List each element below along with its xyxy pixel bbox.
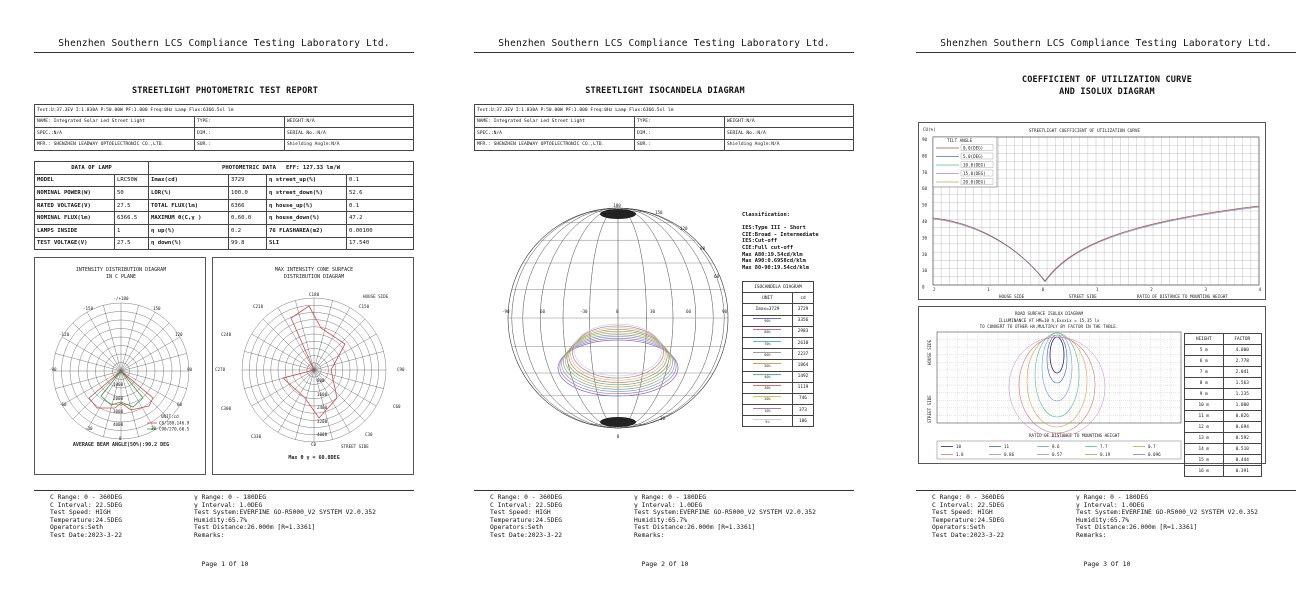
footer-gamma-range: γ Range: 0 - 180DEG: [194, 494, 267, 501]
shield-cell: Shielding Angle:N/A: [285, 139, 414, 151]
polar-left-label: 90: [187, 367, 193, 372]
street-side-label: STREET SIDE: [341, 444, 369, 449]
spec-cell: SPEC.:N/A: [35, 128, 195, 140]
height-factor-table: [1184, 333, 1262, 477]
footer-c-range: C Range: 0 - 360DEG: [50, 494, 123, 501]
polar-left-label: -30: [85, 426, 93, 431]
factor-row: 15 m 0.444: [1185, 455, 1262, 466]
cone-ring-label: 800: [317, 378, 325, 383]
polar-unit: UNIT:cd: [161, 414, 179, 419]
polar-left-label: 30: [151, 426, 157, 431]
iso-row-value: 3729: [792, 304, 813, 315]
polar-spoke: [314, 334, 376, 370]
isolux-legend-item: 0.096: [1148, 452, 1161, 457]
tilt-legend-item: 5.0(DEG): [963, 154, 984, 159]
cu-xtick: 1: [1095, 287, 1099, 292]
cu-ytick: 0: [922, 284, 925, 290]
cone-angle-label: C300: [221, 406, 232, 411]
isolux-legend-item: 0.19: [1100, 452, 1111, 457]
spec-cell: SPEC.:N/A: [475, 128, 635, 140]
cu-xtick: 3: [1204, 287, 1208, 292]
iso-angle-label: 30: [660, 416, 666, 421]
polar-spoke: [121, 323, 169, 371]
polar-spoke: [121, 312, 155, 371]
cu-ytick: 80: [922, 153, 928, 159]
iso-legend-row: 10% 373: [743, 405, 814, 416]
cu-title: STREETLIGHT COEFFICIENT OF UTILIZATION CURVE: [1029, 128, 1140, 133]
footer-gamma-interval: γ Interval: 1.0DEG: [194, 501, 263, 509]
page-title-2: AND ISOLUX DIAGRAM: [1059, 87, 1155, 97]
cu-xtick: 1: [987, 287, 990, 292]
classification-line: IES:Type III - Short: [742, 225, 806, 232]
lamp-info-table: [34, 104, 414, 151]
cu-xtick: 2: [933, 287, 936, 292]
cone-angle-label: C150: [359, 304, 370, 309]
serial-cell: SERIAL No.:N/A: [285, 128, 414, 140]
iso-angle-label: 90: [700, 246, 706, 251]
iso-legend-row: 80% 2983: [743, 326, 814, 337]
serial-cell: SERIAL No.:N/A: [725, 128, 854, 140]
cone-polar-svg: [213, 258, 415, 476]
polar-spoke: [87, 312, 121, 371]
cu-ytick: 40: [922, 219, 928, 224]
page-title-1: COEFFICIENT OF UTILIZATION CURVE: [1021, 75, 1193, 85]
polar-left-ring-label: 1000: [113, 382, 124, 387]
cone-angle-label: C0: [311, 442, 317, 447]
test-conditions-footer: C Range: 0 - 360DEG C Interval: 22.5DEG Test Speed: HIGH Temperature:24.5DEG Operators:Seth Test Date:2023-3-22 γ Range: 0 - 180DEG γ Interval: 1.0DEG Test System:EVERFINE GO-R5000_V2 SYSTEM V2.0.352 Humidity:65.7% Test Distance:26.000m [R=1.3361] Remarks:: [474, 490, 854, 494]
data-of-lamp-head: DATA OF LAMP: [35, 162, 149, 175]
polar-left-label: 60: [177, 402, 183, 407]
polar-spoke: [121, 353, 187, 371]
iso-angle-label: 120: [680, 226, 688, 231]
isolux-legend-item: 8.6: [1052, 444, 1060, 449]
iso-bottom-pole: [600, 417, 636, 427]
page-number: Page 3 Of 10: [1083, 560, 1131, 568]
cu-house-label: HOUSE SIDE: [999, 294, 1025, 299]
polar-spoke: [314, 308, 350, 370]
table-row: TEST VOLTAGE(V) 27.5 η down(%) 99.8 SLI 17.540: [35, 237, 414, 250]
tilt-legend-item: 20.0(DEG): [963, 179, 986, 185]
footer-distance: Test Distance:26.000m [R=1.3361]: [194, 524, 316, 532]
isolux-legend-item: 10: [956, 444, 962, 449]
cu-ytick: 60: [922, 186, 928, 192]
polar-spoke: [314, 370, 376, 406]
polar-spoke: [314, 300, 333, 370]
iso-legend-row: 40% 1492: [743, 371, 814, 382]
page-title: STREETLIGHT PHOTOMETRIC TEST REPORT: [131, 86, 319, 96]
sur-cell: SUR.:: [635, 139, 725, 151]
classification-line: CIE:Broad - Intermediate: [742, 231, 819, 238]
isocandela-legend-table: [742, 281, 814, 427]
polar-left-label: -120: [59, 332, 70, 337]
dim-cell: DIM.:: [635, 128, 725, 140]
footer-remarks: Remarks:: [194, 531, 225, 539]
dim-cell: DIM.:: [195, 128, 285, 140]
isolux-legend-item: 0.57: [1052, 452, 1063, 457]
cone-ring-label: 1600: [317, 392, 328, 397]
factor-row: 11 m 0.826: [1185, 411, 1262, 422]
iso-axis-tick: -30: [580, 309, 588, 314]
cu-ytick: 20: [922, 251, 928, 257]
cu-ytick: 90: [922, 137, 928, 142]
isolux-line2: ILLUMINANCE AT HM=10 h,ExxxLx = 15.35 lx: [998, 318, 1100, 323]
shield-cell: Shielding Angle:N/A: [725, 139, 854, 151]
cu-xlabel: RATIO OF DISTANCE TO MOUNTING HEIGHT: [1137, 294, 1228, 299]
test-conditions-footer: [34, 490, 414, 539]
polar-spoke: [278, 308, 314, 370]
tilt-legend-item: 10.0(DEG): [963, 162, 986, 168]
page-number: Page 2 Of 10: [641, 560, 689, 568]
report-page-2: [470, 0, 860, 590]
cu-ytick: 70: [922, 169, 928, 175]
lab-header: Shenzhen Southern LCS Compliance Testing Laboratory Ltd.: [916, 38, 1296, 53]
curve-c90-270: [101, 371, 143, 407]
table-row: NOMINAL FLUX(lm) 6366.5 MAXIMUM θ(C,γ ) 0,60.0 η house_down(%) 47.2: [35, 212, 414, 225]
polar-left-label: -90: [49, 367, 57, 372]
weight-cell: WEIGHT:N/A: [285, 116, 414, 128]
table-row: RATED VOLTAGE(V) 27.5 TOTAL FLUX(lm) 6366 η house_up(%) 0.1: [35, 199, 414, 212]
polar-left-label: 0: [119, 436, 122, 441]
iso-table-header: ISOCANDELA DIAGRAM: [743, 282, 814, 293]
cu-ytick: 10: [922, 268, 928, 274]
isolux-legend-item: 0.86: [1004, 452, 1015, 457]
factor-row: 6 m 2.778: [1185, 356, 1262, 367]
polar-left-label: 150: [153, 306, 161, 311]
cu-chart-svg: [919, 123, 1267, 301]
polar-left-title1: INTENSITY DISTRIBUTION DIAGRAM: [75, 267, 167, 273]
iso-axis-tick: 90: [722, 309, 728, 314]
polar-left-ring-label: 3000: [113, 409, 124, 414]
cone-angle-label: C60: [393, 404, 401, 409]
cu-ytick: 30: [922, 235, 928, 241]
factor-row: 16 m 0.391: [1185, 466, 1262, 477]
factor-row: 8 m 1.563: [1185, 378, 1262, 389]
iso-angle-label: 150: [655, 210, 663, 215]
polar-spoke: [244, 351, 314, 370]
footer-humidity: Humidity:65.7%: [194, 516, 248, 524]
report-page-1: [30, 0, 420, 590]
report-page-3: [912, 0, 1300, 590]
iso-legend-row: 60% 2237: [743, 349, 814, 360]
lamp-info-table: [474, 104, 854, 151]
polar-spoke: [121, 371, 155, 430]
polar-left-title2: IN C PLANE: [105, 274, 137, 280]
page-title: STREETLIGHT ISOCANDELA DIAGRAM: [585, 86, 745, 96]
iso-unit-head: UNIT: [743, 293, 793, 304]
cu-curve-chart: [918, 122, 1266, 300]
iso-legend-row: 30% 1119: [743, 382, 814, 393]
mfr-cell: MFR.: SHENZHEN LEADWAY OPTOELECTRONIC CO.,LTD.: [35, 139, 195, 151]
iso-axis-tick: 30: [650, 309, 656, 314]
footer-operator: Operators:Seth: [50, 524, 104, 532]
cone-angle-label: C330: [251, 434, 262, 439]
polar-left-label: 120: [175, 332, 183, 337]
polar-spoke: [121, 371, 169, 419]
classification-block: [742, 212, 819, 271]
isolux-house-side: HOUSE SIDE: [927, 339, 932, 365]
polar-left-ring-label: 4000: [113, 422, 124, 427]
sur-cell: SUR.:: [195, 139, 285, 151]
iso-axis-tick: 0: [616, 309, 619, 314]
polar-left-label: -150: [83, 306, 94, 311]
cu-street-label: STREET SIDE: [1069, 294, 1097, 299]
cu-ytick: 50: [922, 202, 928, 208]
cone-ring-label: 4000: [317, 432, 328, 437]
cone-angle-label: C270: [215, 367, 226, 372]
isolux-legend-item: 0.7: [1148, 444, 1156, 449]
polar-spoke: [62, 337, 121, 371]
factor-head: FACTOR: [1223, 334, 1262, 345]
isolux-street-side: STREET SIDE: [927, 395, 932, 423]
classification-line: Max 80-90:19.54cd/klm: [742, 264, 809, 271]
iso-angle-label: 180: [613, 203, 621, 208]
footer-temp: Temperature:24.5DEG: [50, 516, 123, 524]
polar-spoke: [278, 370, 314, 432]
beam-angle: AVERAGE BEAM ANGLE(50%):90.2 DEG: [72, 442, 170, 448]
tilt-legend-title: TILT ANGLE: [947, 138, 973, 143]
iso-angle-label: 60: [714, 274, 720, 279]
polar-spoke: [314, 351, 384, 370]
iso-legend-row: 50% 1864: [743, 360, 814, 371]
polar-left-top-label: -/+180: [113, 296, 129, 301]
isolux-legend-item: 1.8: [956, 452, 964, 457]
polar-spoke: [121, 337, 180, 371]
iso-cd-head: cd: [792, 293, 813, 304]
factor-row: 14 m 0.510: [1185, 444, 1262, 455]
classification-line: Classification:: [742, 212, 790, 218]
intensity-polar-svg: [35, 258, 207, 476]
table-row: LAMPS INSIDE 1 η up(%) 0.2 76 FLASHAREA(m2) 0.00100: [35, 224, 414, 237]
cone-ring-label: 2400: [317, 405, 328, 410]
polar-spoke: [252, 370, 314, 406]
cu-unit: CU(%): [923, 127, 936, 132]
iso-legend-row: 5% 186: [743, 416, 814, 427]
classification-line: CIE:Full cut-off: [742, 244, 794, 251]
iso-legend-row: 70% 2610: [743, 337, 814, 348]
name-cell: NAME: Integrated Solar Led Street Light: [35, 116, 195, 128]
polar-left-ring-label: 2000: [113, 396, 124, 401]
photometric-head: PHOTOMETRIC DATA EFF: 127.33 lm/W: [149, 162, 414, 175]
cone-angle-label: C30: [365, 432, 373, 437]
height-head: HEIGHT: [1185, 334, 1224, 345]
factor-row: 12 m 0.694: [1185, 422, 1262, 433]
iso-axis-tick: -90: [502, 309, 510, 314]
isolux-legend-item: 11: [1004, 444, 1010, 449]
max-intensity-cone-diagram: [212, 257, 414, 475]
legend-c90: C90/270,60.5: [159, 426, 190, 432]
cone-ring-label: 3200: [317, 419, 328, 424]
classification-line: IES:Cut-off: [742, 238, 778, 245]
mfr-cell: MFR.: SHENZHEN LEADWAY OPTOELECTRONIC CO.,LTD.: [475, 139, 635, 151]
polar-left-label: -60: [59, 402, 67, 407]
weight-cell: WEIGHT:N/A: [725, 116, 854, 128]
footer-system: Test System:EVERFINE GO-R5000_V2 SYSTEM V2.0.352: [194, 509, 376, 517]
polar-spoke: [73, 323, 121, 371]
factor-row: 9 m 1.235: [1185, 389, 1262, 400]
table-row: MODEL LRC50W Imax(cd) 3729 η street_up(%) 0.1: [35, 174, 414, 187]
iso-angle-label: 0: [616, 434, 620, 439]
iso-top-pole: [600, 209, 636, 219]
polar-spoke: [55, 353, 121, 371]
classification-line: Max A90:0.6958cd/klm: [742, 258, 806, 265]
factor-row: 13 m 0.592: [1185, 433, 1262, 444]
iso-legend-row: 90% 3356: [743, 315, 814, 326]
cone-angle-label: C210: [253, 304, 264, 309]
test-line: Test:U:37.3EV I:1.830A P:50.00W PF:1.000 Freq:0Hz Lamp Flux:6366.5xl lm: [35, 105, 414, 117]
factor-row: 10 m 1.000: [1185, 400, 1262, 411]
polar-spoke: [295, 300, 314, 370]
footer-c-interval: C Interval: 22.5DEG: [50, 501, 123, 509]
tilt-legend-item: 0.0(DEG): [963, 145, 984, 151]
polar-spoke: [103, 305, 121, 371]
test-line: Test:U:37.3EV I:1.830A P:50.00W PF:1.000 Freq:0Hz Lamp Flux:6366.5xl lm: [475, 105, 854, 117]
lab-header: Shenzhen Southern LCS Compliance Testing Laboratory Ltd.: [34, 38, 414, 53]
polar-spoke: [252, 334, 314, 370]
eff-value: EFF: 127.33 lm/W: [286, 164, 340, 171]
cone-angle-label: C180: [309, 292, 320, 297]
polar-spoke: [121, 371, 180, 405]
polar-right-title2: DISTRIBUTION DIAGRAM: [283, 274, 345, 280]
page-number: Page 1 Of 10: [201, 560, 249, 568]
isolux-title: ROAD SURFACE ISOLUX DIAGRAM: [1014, 311, 1084, 316]
table-row: NOMINAL POWER(W) 50 LOR(%) 100.0 η street_down(%) 52.6: [35, 187, 414, 200]
intensity-distribution-diagram: [34, 257, 206, 475]
iso-row-label: Imax=3729: [743, 304, 793, 315]
classification-line: Max A80:19.54cd/klm: [742, 251, 803, 258]
iso-axis-tick: 60: [686, 309, 692, 314]
tilt-legend-item: 15.0(DEG): [963, 171, 986, 176]
cu-xtick: 2: [1150, 287, 1153, 292]
polar-spoke: [121, 305, 139, 371]
legend-c0: C0/180,146.9: [159, 420, 190, 426]
cone-angle-label: C90: [397, 367, 405, 372]
cu-xtick: 4: [1258, 287, 1262, 292]
max-theta: Max θ γ = 60.0DEG: [288, 455, 340, 461]
iso-legend-row: 20% 746: [743, 393, 814, 404]
type-cell: TYPE:: [195, 116, 285, 128]
name-cell: NAME: Integrated Solar Led Street Light: [475, 116, 635, 128]
cu-xtick: 0: [1041, 287, 1045, 292]
footer-date: Test Date:2023-3-22: [50, 531, 123, 539]
cone-angle-label: C240: [221, 332, 232, 337]
isolux-line3: TO CONVERT TO OTHER HA,MULTIPLY BY FACTOR IN THE TABLE.: [979, 324, 1119, 329]
house-side-label: HOUSE SIDE: [363, 294, 389, 299]
iso-axis-tick: 60: [540, 309, 546, 314]
polar-right-title1: MAX INTENSITY CONE SURFACE: [274, 267, 354, 273]
isolux-xlabel: RATIO OF DISTANCE TO MOUNTING HEIGHT: [1029, 433, 1120, 438]
isocandela-diagram-svg: [500, 200, 740, 440]
footer-speed: Test Speed: HIGH: [50, 509, 111, 517]
polar-spoke: [295, 370, 314, 440]
lab-header: Shenzhen Southern LCS Compliance Testing Laboratory Ltd.: [474, 38, 854, 53]
classification-line: [742, 219, 819, 226]
photometric-data-table: [34, 161, 414, 250]
test-conditions-footer: C Range: 0 - 360DEG C Interval: 22.5DEG Test Speed: HIGH Temperature:24.5DEG Operators:Seth Test Date:2023-3-22 γ Range: 0 - 180DEG γ Interval: 1.0DEG Test System:EVERFINE GO-R5000_V2 SYSTEM V2.0.352 Humidity:65.7% Test Distance:26.000m [R=1.3361] Remarks:: [916, 490, 1296, 494]
type-cell: TYPE:: [635, 116, 725, 128]
isolux-legend-item: 7.7: [1100, 444, 1108, 449]
factor-row: 5 m 4.000: [1185, 345, 1262, 356]
factor-row: 7 m 2.041: [1185, 367, 1262, 378]
